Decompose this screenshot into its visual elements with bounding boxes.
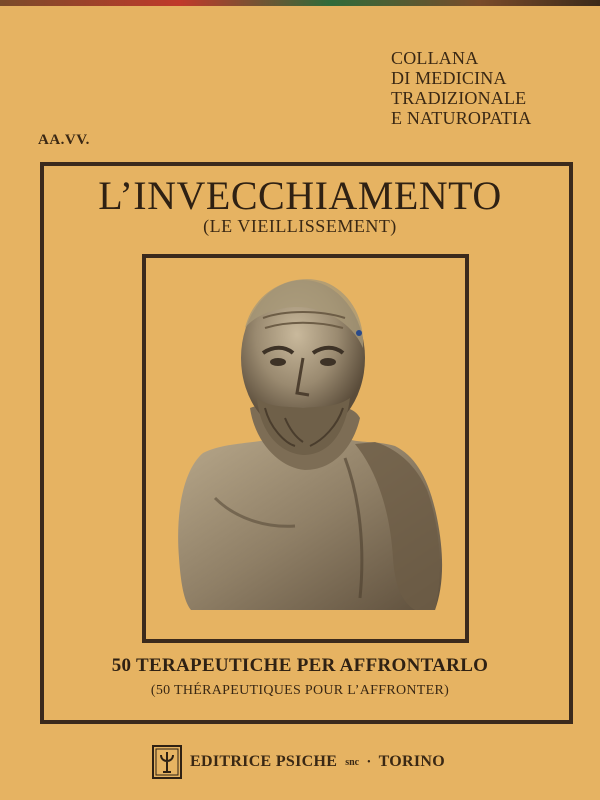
series-title xyxy=(391,48,571,128)
tagline-french: (50 THÉRAPEUTIQUES POUR L’AFFRONTER) xyxy=(150,683,450,698)
publisher-separator: • xyxy=(367,756,371,768)
top-edge-strip xyxy=(0,0,600,6)
tagline: 50 TERAPEUTICHE PER AFFRONTARLO xyxy=(111,655,489,676)
publisher-city: TORINO xyxy=(378,753,446,770)
publisher-suffix: snc xyxy=(345,756,360,768)
book-title: L’INVECCHIAMENTO xyxy=(98,173,502,218)
publisher-name: EDITRICE PSICHE xyxy=(190,753,338,770)
bust-illustration xyxy=(145,258,466,640)
book-subtitle: (LE VIEILLISSEMENT) xyxy=(203,216,397,236)
series-line-2: DI MEDICINA xyxy=(391,68,507,88)
series-line-4: E NATUROPATIA xyxy=(391,108,532,128)
series-line-3: TRADIZIONALE xyxy=(391,88,527,108)
publisher-imprint xyxy=(152,742,445,782)
authors-label: AA.VV. xyxy=(38,132,90,148)
series-line-1: COLLANA xyxy=(391,48,479,68)
publisher-logo-icon xyxy=(152,745,182,779)
